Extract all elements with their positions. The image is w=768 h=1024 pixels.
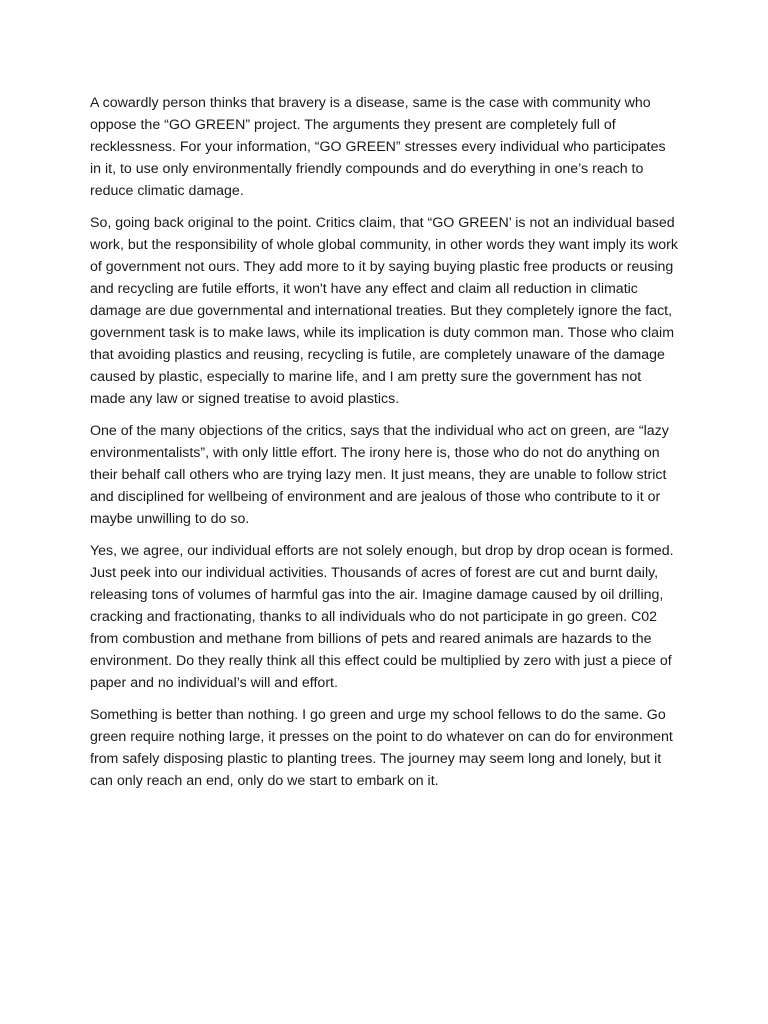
- paragraph-5: Something is better than nothing. I go green and urge my school fellows to do the same. Go green require nothing large, it presses on the point to do whatever on can do for environment from safely disposing plastic to planting trees. The journey may seem long and lonely, but it can only reach an end, only do we start to embark on it.: [90, 707, 673, 789]
- paragraph-4: Yes, we agree, our individual efforts are not solely enough, but drop by drop ocean is formed. Just peek into our individual activities. Thousands of acres of forest are cut and burnt daily, releasing tons of volumes of harmful gas into the air. Imagine damage caused by oil drilling, cracking and fractionating, thanks to all individuals who do not participate in go green. C02 from combustion and methane from billions of pets and reared animals are hazards to the environment. Do they really think all this effect could be multiplied by zero with just a piece of paper and no individual’s will and effort.: [90, 543, 674, 691]
- paragraph-1: A cowardly person thinks that bravery is a disease, same is the case with community who oppose the “GO GREEN” project. The arguments they present are completely full of recklessness. For your information, “GO GREEN” stresses every individual who participates in it, to use only environmentally friendly compounds and do everything in one’s reach to reduce climatic damage.: [90, 95, 666, 199]
- paragraph-2: So, going back original to the point. Critics claim, that “GO GREEN’ is not an individual based work, but the responsibility of whole global community, in other words they want imply its work of government not ours. They add more to it by saying buying plastic free products or reusing and recycling are futile efforts, it won't have any effect and claim all reduction in climatic damage are due governmental and international treaties. But they completely ignore the fact, government task is to make laws, while its implication is duty common man. Those who claim that avoiding plastics and reusing, recycling is futile, are completely unaware of the damage caused by plastic, especially to marine life, and I am pretty sure the government has not made any law or signed treatise to avoid plastics.: [90, 215, 678, 407]
- document-body: [90, 92, 680, 802]
- paragraph-3: One of the many objections of the critics, says that the individual who act on green, are “lazy environmentalists”, with only little effort. The irony here is, those who do not do anything on their behalf call others who are trying lazy men. It just means, they are unable to follow strict and disciplined for wellbeing of environment and are jealous of those who contribute to it or maybe unwilling to do so.: [90, 423, 669, 527]
